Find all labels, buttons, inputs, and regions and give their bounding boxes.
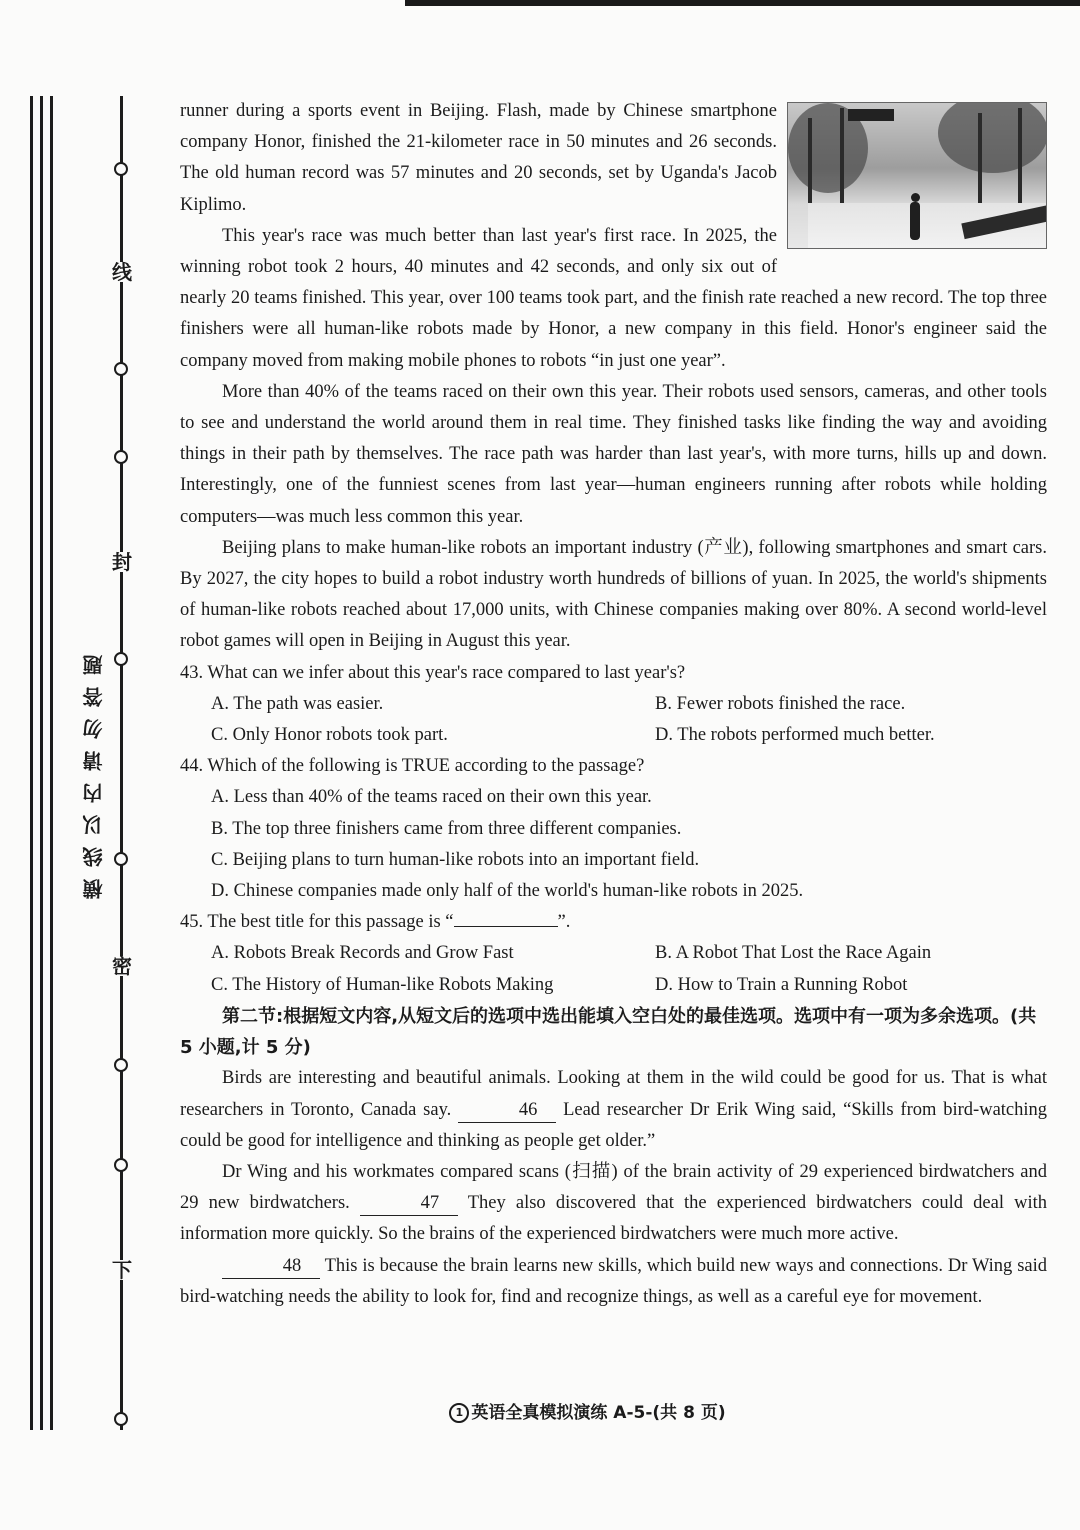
option-45-a[interactable]: A. Robots Break Records and Grow Fast	[211, 943, 514, 964]
binding-line	[50, 96, 53, 1430]
section-2-text: Lead researcher Dr Erik Wing said, “Skills from bird-watching could be good for intelligence and thinking as people get older.”	[180, 1099, 1048, 1151]
circled-number-icon: 1	[449, 1403, 469, 1423]
binding-hole-icon	[114, 162, 128, 176]
option-44-b[interactable]: B. The top three finishers came from three different companies.	[211, 818, 682, 839]
binding-line	[30, 96, 33, 1430]
race-photo	[787, 102, 1047, 249]
binding-hole-icon	[114, 450, 128, 464]
exam-content	[180, 96, 1047, 1313]
binding-notice	[76, 636, 110, 906]
binding-hole-icon	[114, 362, 128, 376]
answer-blank-48[interactable]: 48	[222, 1254, 320, 1279]
answer-blank-46[interactable]: 46	[458, 1098, 556, 1123]
tree-trunk	[1018, 108, 1022, 208]
answer-blank-45[interactable]	[454, 926, 558, 927]
binding-hole-icon	[114, 1158, 128, 1172]
tree-trunk	[840, 108, 844, 208]
binding-mark-secret: 密	[112, 954, 132, 978]
robot-runner-icon	[910, 202, 920, 240]
option-44-d[interactable]: D. Chinese companies made only half of the world's human-like robots in 2025.	[211, 881, 804, 902]
binding-mark-below: 下	[112, 1258, 132, 1282]
binding-notice-text: 横线以内请勿答题	[81, 643, 106, 899]
passage-paragraph: Beijing plans to make human-like robots an important industry (产业), following smartphones and smart cars. By 2027, the city hopes to build a robot industry worth hundreds of billions of yuan. In 2025, the world's shipments of human-like robots reached about 17,000 units, with Chinese companies making over 80%. A second world-level robot games will open in Beijing in August this year.	[180, 537, 1047, 652]
option-44-c[interactable]: C. Beijing plans to turn human-like robots into an important field.	[211, 849, 700, 870]
binding-hole-icon	[114, 1058, 128, 1072]
option-43-c[interactable]: C. Only Honor robots took part.	[211, 725, 448, 746]
question-45-stem-start: 45. The best title for this passage is “	[180, 912, 454, 933]
option-43-b[interactable]: B. Fewer robots finished the race.	[655, 693, 906, 714]
section-2-title: 第二节:根据短文内容,从短文后的选项中选出能填入空白处的最佳选项。选项中有一项为多余选项。(共 5 小题,计 5 分)	[180, 1005, 1037, 1059]
tree-trunk	[808, 118, 812, 208]
page-footer	[0, 1398, 1080, 1423]
binding-hole-icon	[114, 652, 128, 666]
option-43-d[interactable]: D. The robots performed much better.	[655, 725, 935, 746]
question-45-stem	[180, 907, 1047, 938]
option-45-d[interactable]: D. How to Train a Running Robot	[655, 974, 908, 995]
option-43-a[interactable]: A. The path was easier.	[211, 693, 384, 714]
section-2-text: Dr Wing and his workmates compared scans (扫描) of the brain activity of 29 experienced birdwatchers and 29 new birdwatchers.	[180, 1161, 1047, 1214]
passage-paragraph: This year's race was much better than last year's first race. In 2025, the winning robot took 2 hours, 40 minutes and 42 seconds, and only six out of nearly 20 teams finished. This year, over 100 teams took part, and the finish rate reached a new record. The top three finishers were all human-like robots made by Honor, a new company in this field. Honor's engineer said the company moved from making mobile phones to robots “in just one year”.	[180, 225, 1047, 371]
section-2-text: They also discovered that the experienced birdwatchers could deal with information more quickly. So the brains of the experienced birdwatchers were much more active.	[180, 1193, 1047, 1245]
robot-runner-head	[911, 193, 920, 202]
binding-hole-icon	[114, 852, 128, 866]
question-43-options	[180, 689, 1047, 720]
question-44-stem: 44. Which of the following is TRUE according to the passage?	[180, 756, 645, 777]
passage-paragraph: runner during a sports event in Beijing. Flash, made by Chinese smartphone company Honor, finished the 21-kilometer race in 50 minutes and 26 seconds. The old human record was 57 minutes and 20 seconds, set by Uganda's Jacob Kiplimo.	[180, 101, 777, 215]
question-45-stem-end: ”.	[557, 912, 571, 933]
option-45-b[interactable]: B. A Robot That Lost the Race Again	[655, 943, 932, 964]
question-43-options	[180, 720, 1047, 751]
passage-paragraph: More than 40% of the teams raced on their own this year. Their robots used sensors, cameras, and other tools to see and understand the world around them in real time. They finished tasks like finding the way and avoiding things in their path by themselves. The race path was harder than last year's, with more turns, hills up and down. Interestingly, one of the funniest scenes from last year—human engineers running after robots while holding computers—was much less common this year.	[180, 381, 1047, 527]
question-45-options	[180, 970, 1047, 1001]
section-2-paragraph	[180, 1251, 1047, 1313]
option-44-a[interactable]: A. Less than 40% of the teams raced on their own this year.	[211, 787, 652, 808]
binding-mark-line: 线	[112, 260, 132, 284]
tree-canopy	[938, 102, 1047, 173]
race-banner	[848, 109, 894, 121]
binding-mark-seal: 封	[112, 550, 132, 574]
top-border-bar	[405, 0, 1080, 6]
answer-blank-47[interactable]: 47	[360, 1191, 458, 1216]
option-45-c[interactable]: C. The History of Human-like Robots Making	[211, 974, 554, 995]
section-2-paragraph	[180, 1063, 1047, 1157]
section-2-text: This is because the brain learns new skills, which build new ways and connections. Dr Wing said bird-watching needs the ability to look for, find and recognize things, as well as a careful eye for movement.	[180, 1255, 1048, 1307]
section-2-paragraph	[180, 1157, 1047, 1251]
question-45-options	[180, 938, 1047, 969]
binding-line	[40, 96, 43, 1430]
tree-trunk	[978, 113, 982, 208]
binding-margin	[112, 96, 132, 1430]
footer-text: 英语全真模拟演练 A-5-(共 8 页)	[471, 1403, 726, 1423]
question-43-stem: 43. What can we infer about this year's race compared to last year's?	[180, 662, 686, 683]
section-2-text: Birds are interesting and beautiful animals. Looking at them in the wild could be good for us. That is what researchers in Toronto, Canada say.	[180, 1068, 1047, 1120]
